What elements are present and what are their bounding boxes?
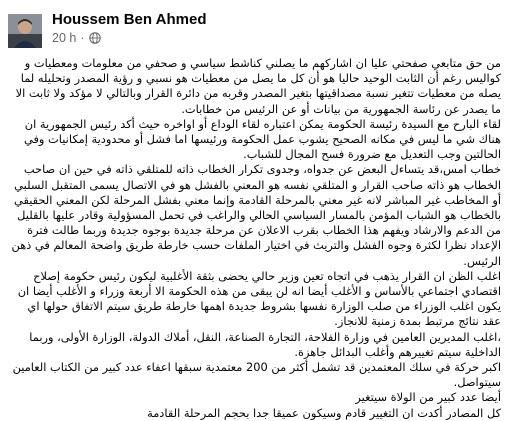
globe-icon[interactable] (89, 32, 101, 44)
post-paragraph: ،اغلب المديرين العامين في وزارة الفلاحة، التجارة الصناعة، النقل، أملاك الدولة، الوزارة الأولى، وربما الداخلية سيتم تغييرهم وأغلب البدائل جاهزة. (29, 329, 501, 359)
author-avatar[interactable] (8, 14, 42, 48)
post-paragraph: اكبر حركة في سلك المعتمدين قد تشمل أكثر من 200 معتمدية سبقها اعفاء عدد كبير من الكتاب العامين سيتواصل. (12, 360, 501, 390)
post-paragraph: لقاء البارح مع السيدة رئيسة الحكومة يمكن اعتباره لقاء الوداع أو اواخره حيث أكد رئيس الجمهورية ان هناك شي ما ليس في مكانه الصحيح يشوب عمل الحكومة ورئيسها اما فشل أو محدودية إمكانيات وفي الحالتين وجب التعديل مع ضرورة فسح المجال للشباب. (23, 116, 501, 162)
meta-separator: · (80, 31, 85, 45)
post-header (8, 10, 501, 52)
post-meta (52, 31, 101, 45)
author-name[interactable]: Houssem Ben Ahmed (52, 11, 207, 28)
post-body (8, 56, 501, 421)
post-paragraph: اغلب الظن ان القرار يذهب في اتجاه تعين وزير حالي يحضى بثقة الأغلبية ليكون رئيس حكومة إصلاح اقتصادي اجتماعي بالأساس و الأغلب أيضا انه لن يبقى من هذه الحكومة الا أربعة وزراء و الأغلب أيضا ان يكون اغلب الوزراء من صلب الوزارة نفسها بشروط جديدة اهمها خارطة طريق سيتم الاتفاق حولها اي عقد نتائج مرتبط بمدة زمنية للانجاز. (17, 268, 501, 329)
post-paragraph: أيضا عدد كبير من الولاة سيتغير (355, 390, 501, 405)
post-paragraph: من حق متابعي صفحتي عليا ان اشاركهم ما يصلني كناشط سياسي و صحفي من معلومات ومعطيات و كواليس رغم أن الثابت الوحيد حاليا هو أن كل ما يصل من معطيات هو نسبي و رؤية المصدر وتحليله لما يصله من معطيات تتغير نسبة مصداقيتها بتغير المصدر وقربه من دائرة القرار وبالتالي لا مؤكد ولا ثابت الا ما يصدر عن رئاسة الجمهورية من بيانات أو عن الرئيس من خطابات. (15, 56, 501, 116)
avatar-photo (8, 14, 42, 48)
post-paragraph: كل المصادر أكدت ان التغيير قادم وسيكون عميقا جدا بحجم المرحلة القادمة (147, 405, 501, 420)
post-paragraph: خطاب امس،قد يتساءل البعض عن جدواه، وجدوى تكرار الخطاب ذاته للمتلقي ذاته في حين ان صاحب الخطاب هو ذاته صاحب القرار و المتلقي نفسه هو المعني بالفشل هو في الاتصال يسمى المتقبل السلبي أو المخاطب غير المباشر لانه غير معني بالمرحلة القادمة وإنما معني بفشل المرحلة لكن المعني الحقيقي بالخطاب هو الشباب المؤمن بالمسار السياسي الحالي والراغب في تحمل المسؤولية وقادر عليها بالقليل من الدعم والارشاد ويفهم هذا الخطاب بقرب الاعلان عن مرحلة جديدة بوجوه جديدة وربما طالت فترة الإعداد نظرا لكثرة وجوه الفشل والتريث في اختيار الملفات حسب خارطة طريق واضحة المعالم في ذهن الرئيس. (11, 162, 501, 268)
post-time[interactable]: 20 h (52, 31, 77, 45)
